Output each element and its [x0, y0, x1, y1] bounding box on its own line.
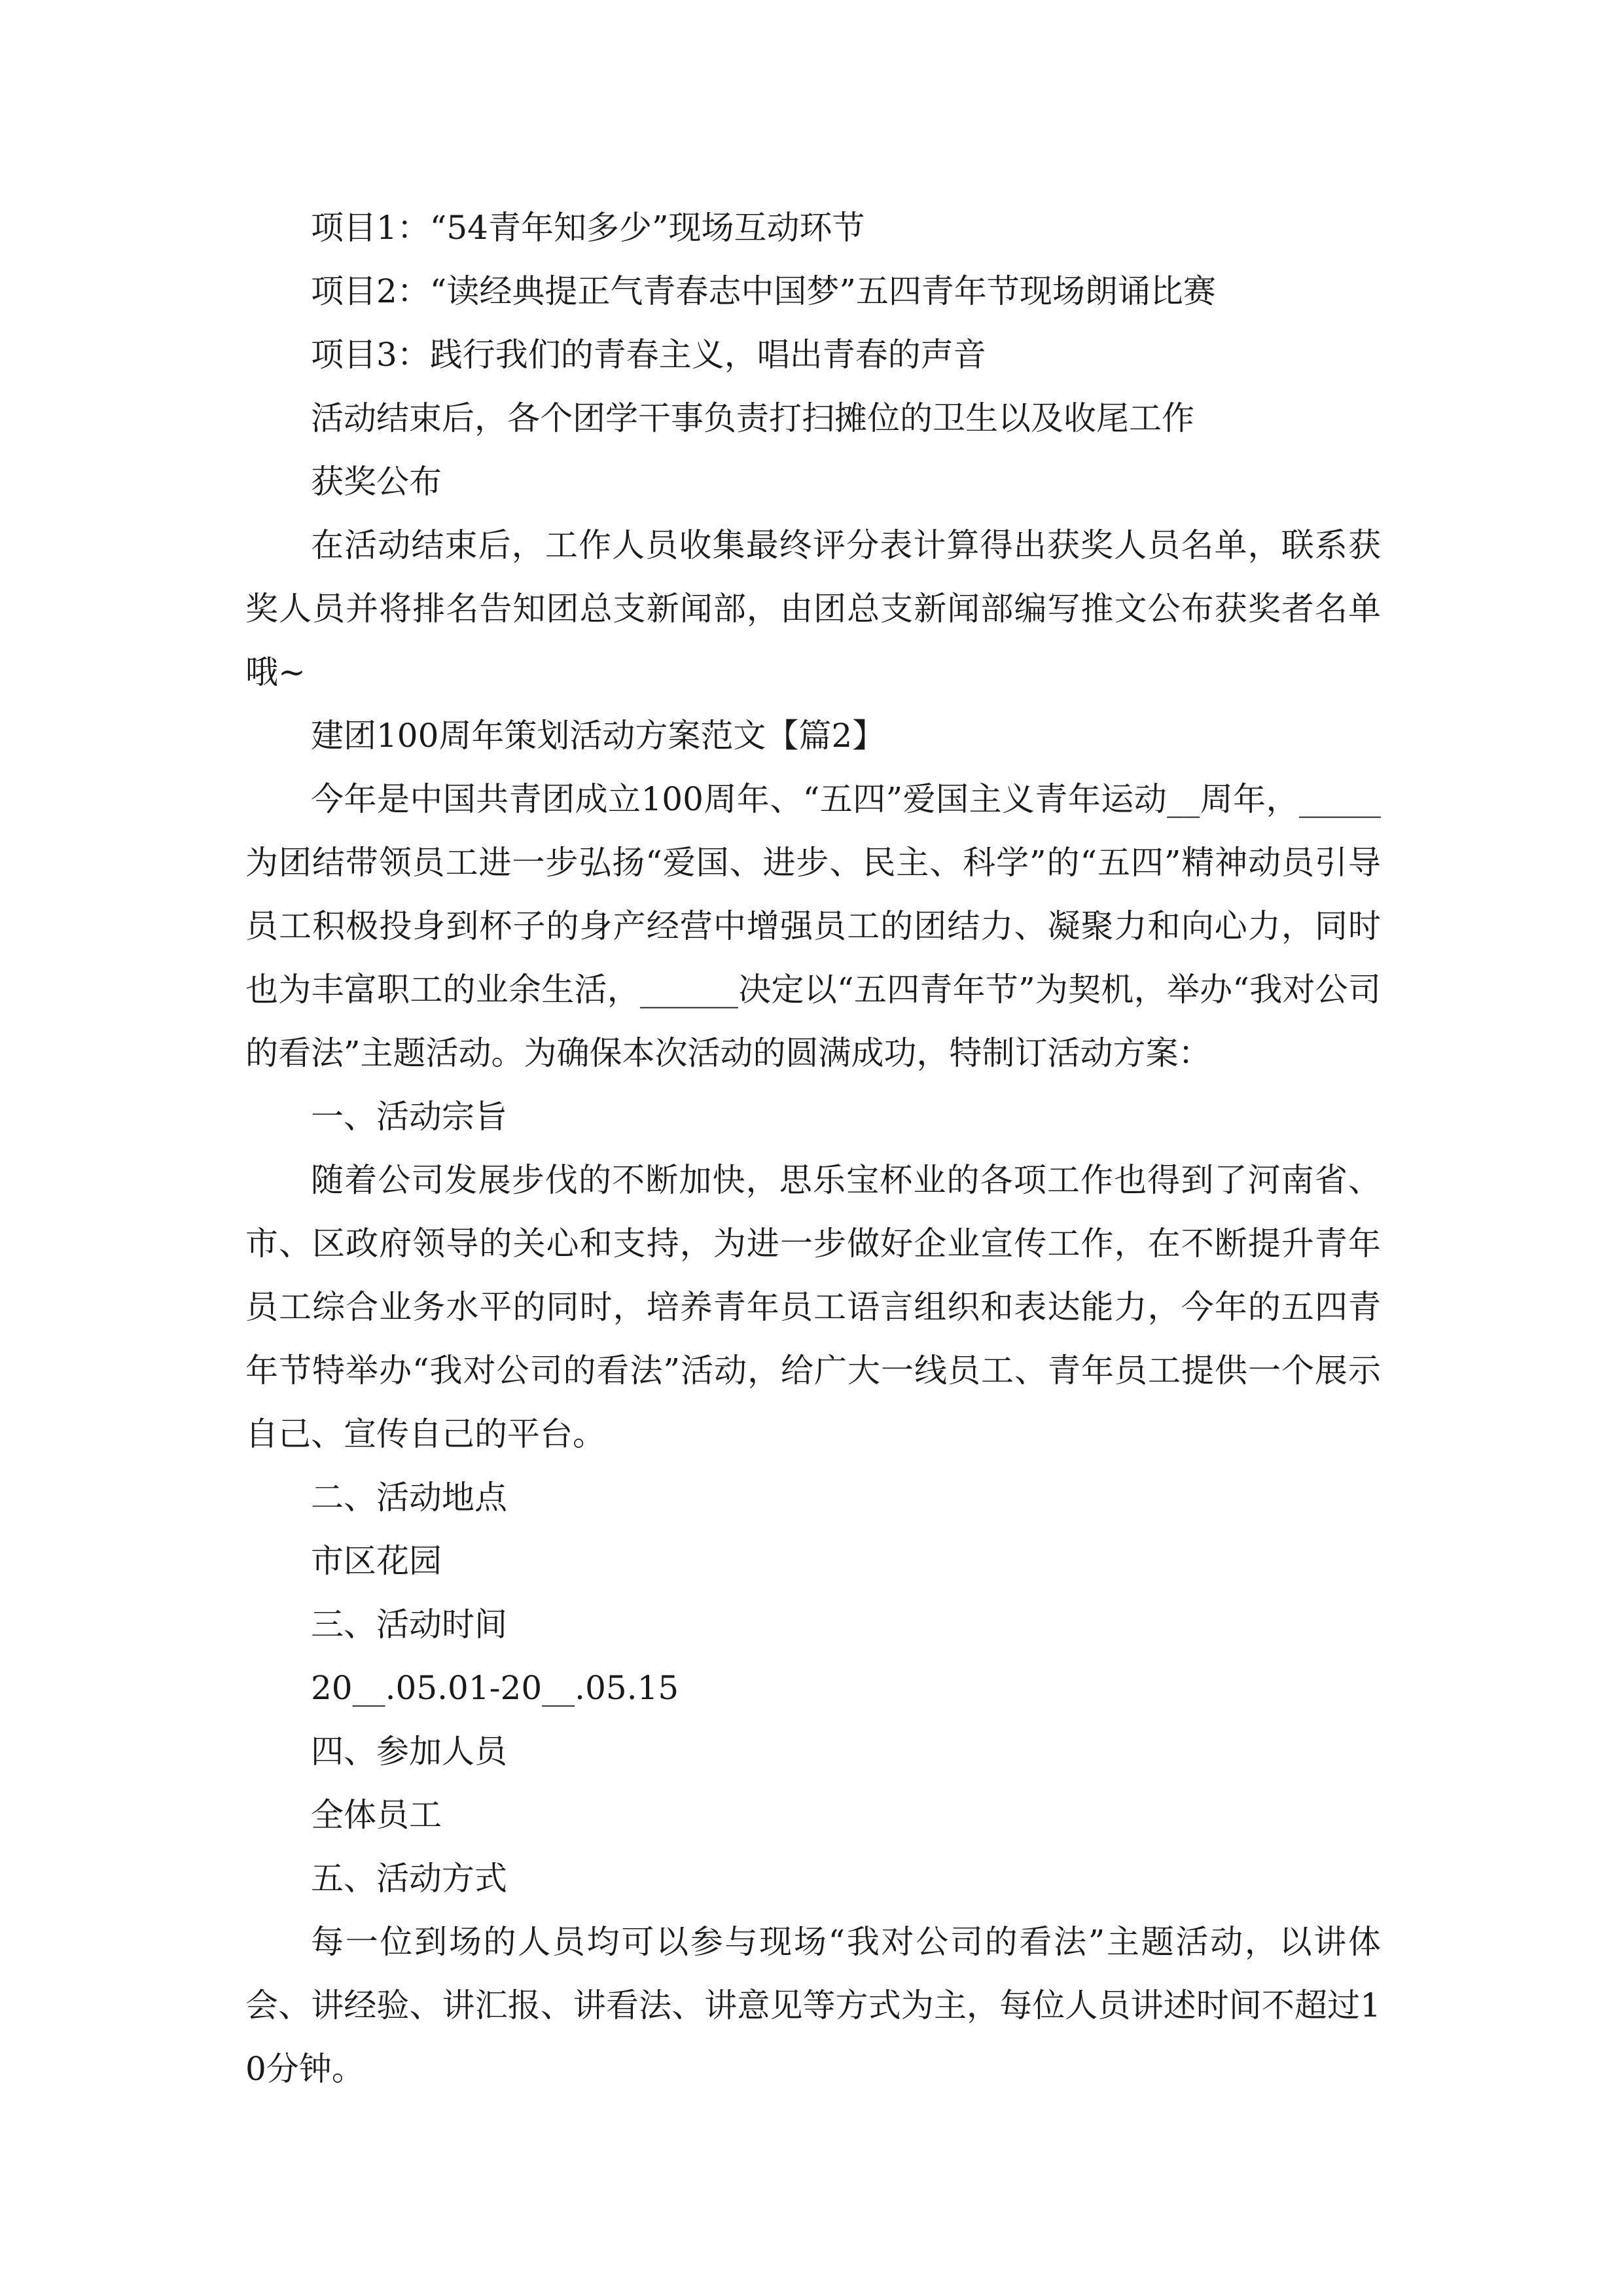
paragraph-awards-detail: 在活动结束后，工作人员收集最终评分表计算得出获奖人员名单，联系获奖人员并将排名告知团总支新闻部，由团总支新闻部编写推文公布获奖者名单哦~	[245, 526, 1381, 691]
heading-time: 三、活动时间	[311, 1605, 507, 1643]
heading-location: 二、活动地点	[311, 1479, 507, 1516]
paragraph-project-3: 项目3：践行我们的青春主义，唱出青春的声音	[311, 336, 986, 374]
paragraph-project-2: 项目2：“读经典提正气青春志中国梦”五四青年节现场朗诵比赛	[311, 272, 1216, 310]
heading-awards: 获奖公布	[311, 463, 442, 501]
paragraph-location: 市区花园	[311, 1542, 442, 1580]
paragraph-cleanup: 活动结束后，各个团学干事负责打扫摊位的卫生以及收尾工作	[311, 399, 1194, 437]
paragraph-intro: 今年是中国共青团成立100周年、“五四”爱国主义青年运动__周年，_____为团结带领员工进一步弘扬“爱国、进步、民主、科学”的“五四”精神动员引导员工积极投身到杯子的身产经营中增强员工的团结力、凝聚力和向心力，同时也为丰富职工的业余生活，______决定以“五四青年节”为契机，举办“我对公司的看法”主题活动。为确保本次活动的圆满成功，特制订活动方案：	[245, 780, 1381, 1072]
paragraph-method: 每一位到场的人员均可以参与现场“我对公司的看法”主题活动，以讲体会、讲经验、讲汇报、讲看法、讲意见等方式为主，每位人员讲述时间不超过10分钟。	[245, 1923, 1381, 2088]
heading-method: 五、活动方式	[311, 1859, 507, 1897]
document-body	[245, 196, 1381, 2101]
paragraph-purpose: 随着公司发展步伐的不断加快，思乐宝杯业的各项工作也得到了河南省、市、区政府领导的关心和支持，为进一步做好企业宣传工作，在不断提升青年员工综合业务水平的同时，培养青年员工语言组织和表达能力，今年的五四青年节特举办“我对公司的看法”活动，给广大一线员工、青年员工提供一个展示自己、宣传自己的平台。	[245, 1161, 1381, 1453]
paragraph-time: 20__.05.01-20__.05.15	[311, 1669, 679, 1707]
paragraph-project-1: 项目1：“54青年知多少”现场互动环节	[311, 209, 865, 247]
heading-article-2: 建团100周年策划活动方案范文【篇2】	[311, 717, 885, 755]
paragraph-participants: 全体员工	[311, 1796, 442, 1834]
heading-purpose: 一、活动宗旨	[311, 1098, 507, 1136]
heading-participants: 四、参加人员	[311, 1732, 507, 1770]
